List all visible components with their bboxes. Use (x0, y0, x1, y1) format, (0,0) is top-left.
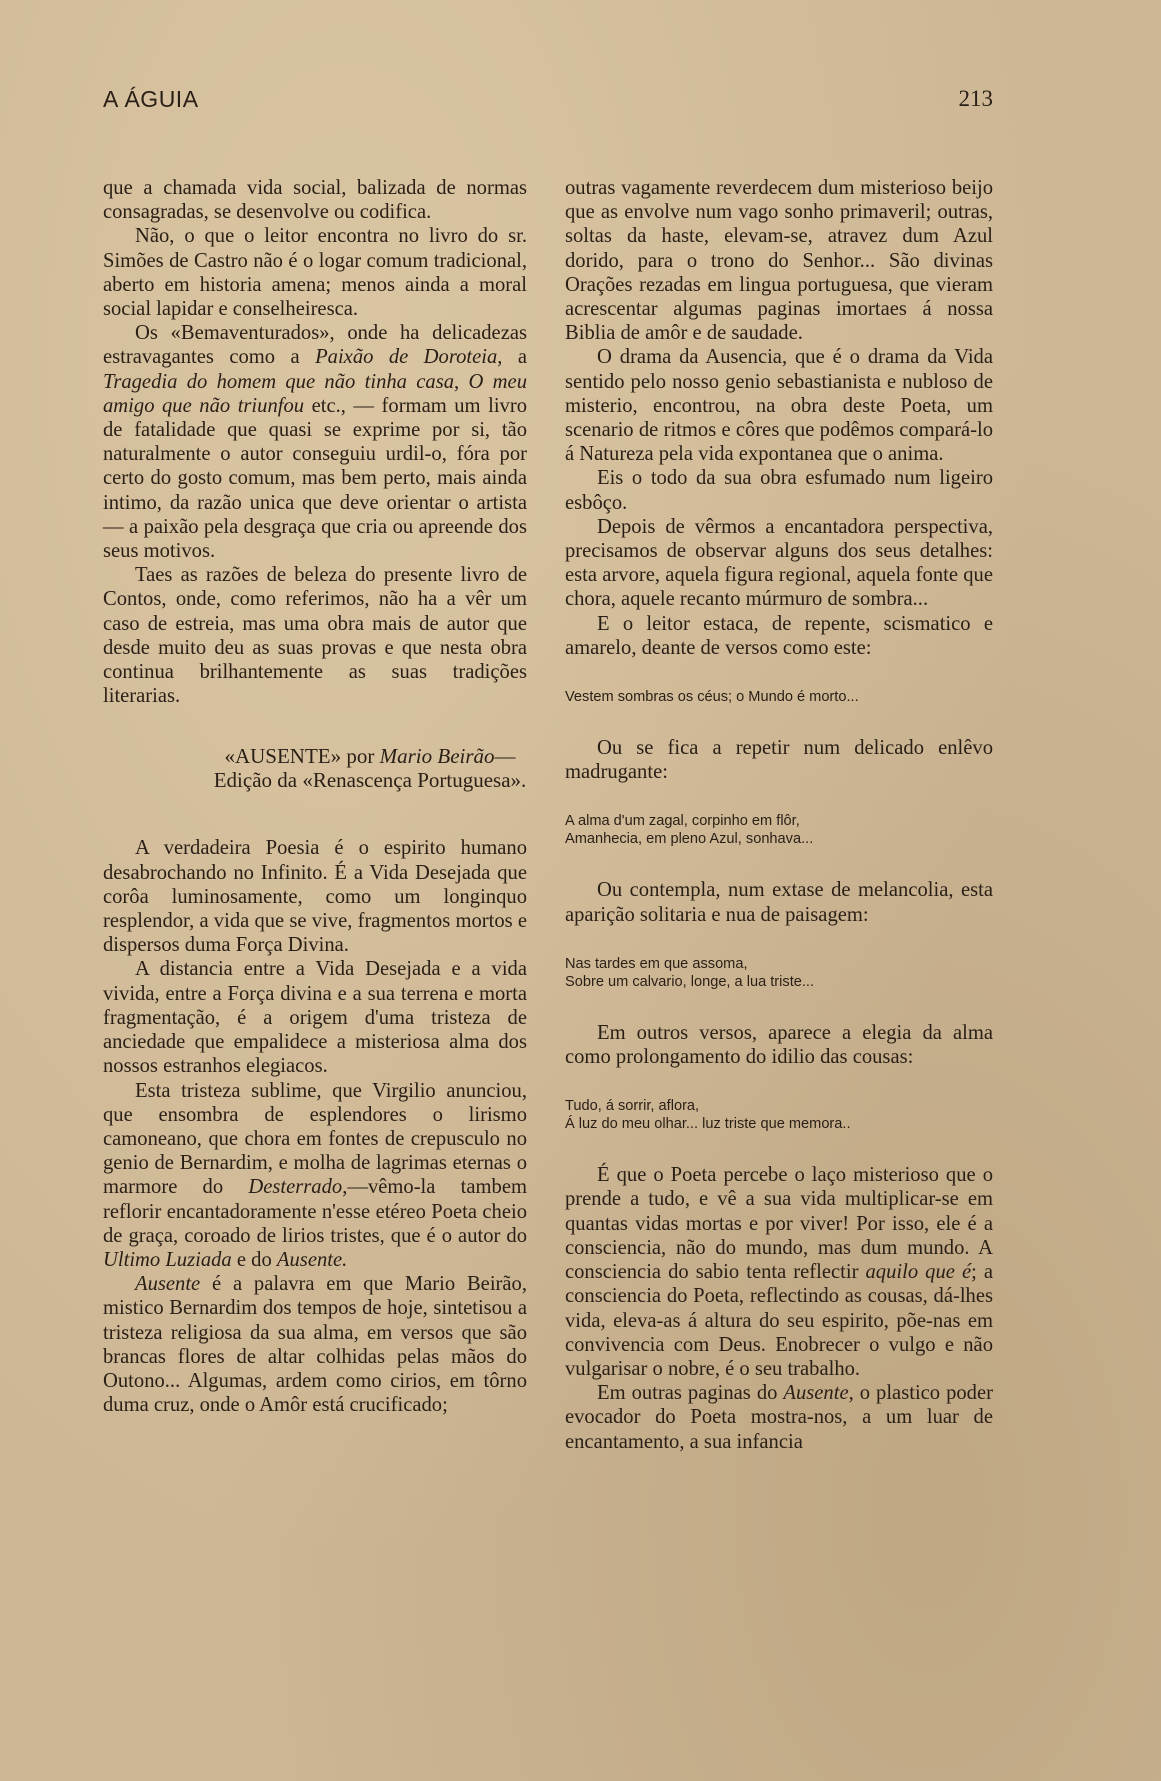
left-column (103, 176, 527, 1417)
verse-line: Á luz do meu olhar... luz triste que memora.. (565, 1116, 851, 1133)
verse-line: Vestem sombras os céus; o Mundo é morto... (565, 689, 859, 706)
paragraph: Ou contempla, num extase de melancolia, esta aparição solitaria e nua de paisagem: (565, 879, 993, 926)
paragraph: Eis o todo da sua obra esfumado num ligeiro esbôço. (565, 467, 993, 514)
verse-quote (565, 955, 993, 991)
paragraph: Os «Bemaventurados», onde ha delicadezas estravagantes como a Paixão de Doroteia, a Tragedia do homem que não tinha casa, O meu amigo que não triunfou etc., — formam um livro de fatalidade que quasi se exprime por si, tão naturalmente o autor conseguiu urdil-o, fóra por certo do gosto comum, mas bem perto, mais ainda intimo, da razão unica que deve orientar o artista — a paixão pela desgraça que cria ou apreende dos seus motivos. (103, 322, 528, 563)
page-number: 213 (958, 86, 993, 111)
paragraph: A distancia entre a Vida Desejada e a vida vivida, entre a Força divina e a sua terrena e morta fragmentação, é a origem d'uma tristeza de anciedade que empalidece a misteriosa alma dos nossos estranhos elegiacos. (103, 958, 527, 1078)
paragraph: O drama da Ausencia, que é o drama da Vida sentido pelo nosso genio sebastianista e nubloso de misterio, encontrou, na obra deste Poeta, um scenario de ritmos e côres que podêmos compará-lo á Natureza pela vida expontanea que o anima. (565, 346, 993, 466)
review-heading: «AUSENTE» por Mario Beirão—Edição da «Renascença Portuguesa». (213, 744, 527, 793)
paragraph: outras vagamente reverdecem dum misterioso beijo que as envolve num vago sonho primaveril; outras, soltas da haste, elevam-se, atravez dum Azul dorido, para o trono do Senhor... São divinas Orações rezadas em lingua portuguesa, que vieram acrescentar algumas paginas imortaes á nossa Biblia de amôr e de saudade. (565, 177, 993, 345)
running-title: A ÁGUIA (103, 86, 199, 112)
verse-line: Amanhecia, em pleno Azul, sonhava... (565, 831, 814, 848)
right-column (565, 176, 993, 1454)
paragraph: Esta tristeza sublime, que Virgilio anunciou, que ensombra de esplendores o lirismo camoneano, que chora em fontes de crepusculo no genio de Bernardim, e molha de lagrimas eternas o marmore do Desterrado,—vêmo-la tambem reflorir encantadoramente n'esse etéreo Poeta cheio de graça, coroado de lirios tristes, que é o autor do Ultimo Luziada e do Ausente. (103, 1079, 527, 1271)
paragraph: É que o Poeta percebe o laço misterioso que o prende a tudo, e vê a sua vida multiplicar-se em quantas vidas mortas e por viver! Por isso, ele é a consciencia, não do mundo, mas dum mundo. A consciencia do sabio tenta reflectir aquilo que é; a consciencia do Poeta, reflectindo as cousas, dá-lhes vida, eleva-as á altura do seu espirito, põe-nas em convivencia com Deus. Enobrecer o vulgo e não vulgarisar o nobre, é o seu trabalho. (565, 1164, 993, 1380)
paragraph: Taes as razões de beleza do presente livro de Contos, onde, como referimos, não ha a vêr um caso de estreia, mas uma obra mais de autor que desde muito deu as suas provas e que nesta obra continua brilhantemente as suas tradições literarias. (103, 564, 527, 708)
paragraph: Não, o que o leitor encontra no livro do sr. Simões de Castro não é o logar comum tradicional, aberto em historia amena; menos ainda a moral social lapidar e conselheiresca. (103, 225, 527, 321)
verse-line: A alma d'um zagal, corpinho em flôr, (565, 813, 800, 830)
paragraph: Ou se fica a repetir num delicado enlêvo madrugante: (565, 737, 993, 784)
paragraph: Em outros versos, aparece a elegia da alma como prolongamento do idilio das cousas: (565, 1021, 993, 1069)
verse-line: Tudo, á sorrir, aflora, (565, 1098, 700, 1115)
paragraph: que a chamada vida social, balizada de normas consagradas, se desenvolve ou codifica. (103, 177, 527, 224)
verse-quote (565, 1097, 993, 1133)
paragraph: A verdadeira Poesia é o espirito humano desabrochando no Infinito. É a Vida Desejada que corôa luminosamente, como um longinquo resplendor, a vida que se vive, fragmentos mortos e dispersos duma Força Divina. (103, 837, 527, 957)
paragraph: E o leitor estaca, de repente, scismatico e amarelo, deante de versos como este: (565, 612, 993, 659)
verse-line: Nas tardes em que assoma, (565, 955, 748, 972)
paragraph: Depois de vêrmos a encantadora perspectiva, precisamos de observar alguns dos seus detalhes: esta arvore, aquela figura regional, aquela fonte que chora, aquele recanto múrmuro de sombra... (565, 515, 993, 611)
paragraph: Em outras paginas do Ausente, o plastico poder evocador do Poeta mostra-nos, a um luar de encantamento, a sua infancia (565, 1382, 993, 1453)
verse-line: Sobre um calvario, longe, a lua triste... (565, 973, 815, 990)
verse-quote (565, 688, 993, 706)
verse-quote (565, 812, 993, 848)
page-header (103, 86, 993, 122)
paragraph: Ausente é a palavra em que Mario Beirão, mistico Bernardim dos tempos de hoje, sintetisou a tristeza religiosa da sua alma, em versos que são brancas flores de altar colhidas pelas mãos do Outono... Algumas, ardem como cirios, em tôrno duma cruz, onde o Amôr está crucificado; (103, 1273, 527, 1417)
